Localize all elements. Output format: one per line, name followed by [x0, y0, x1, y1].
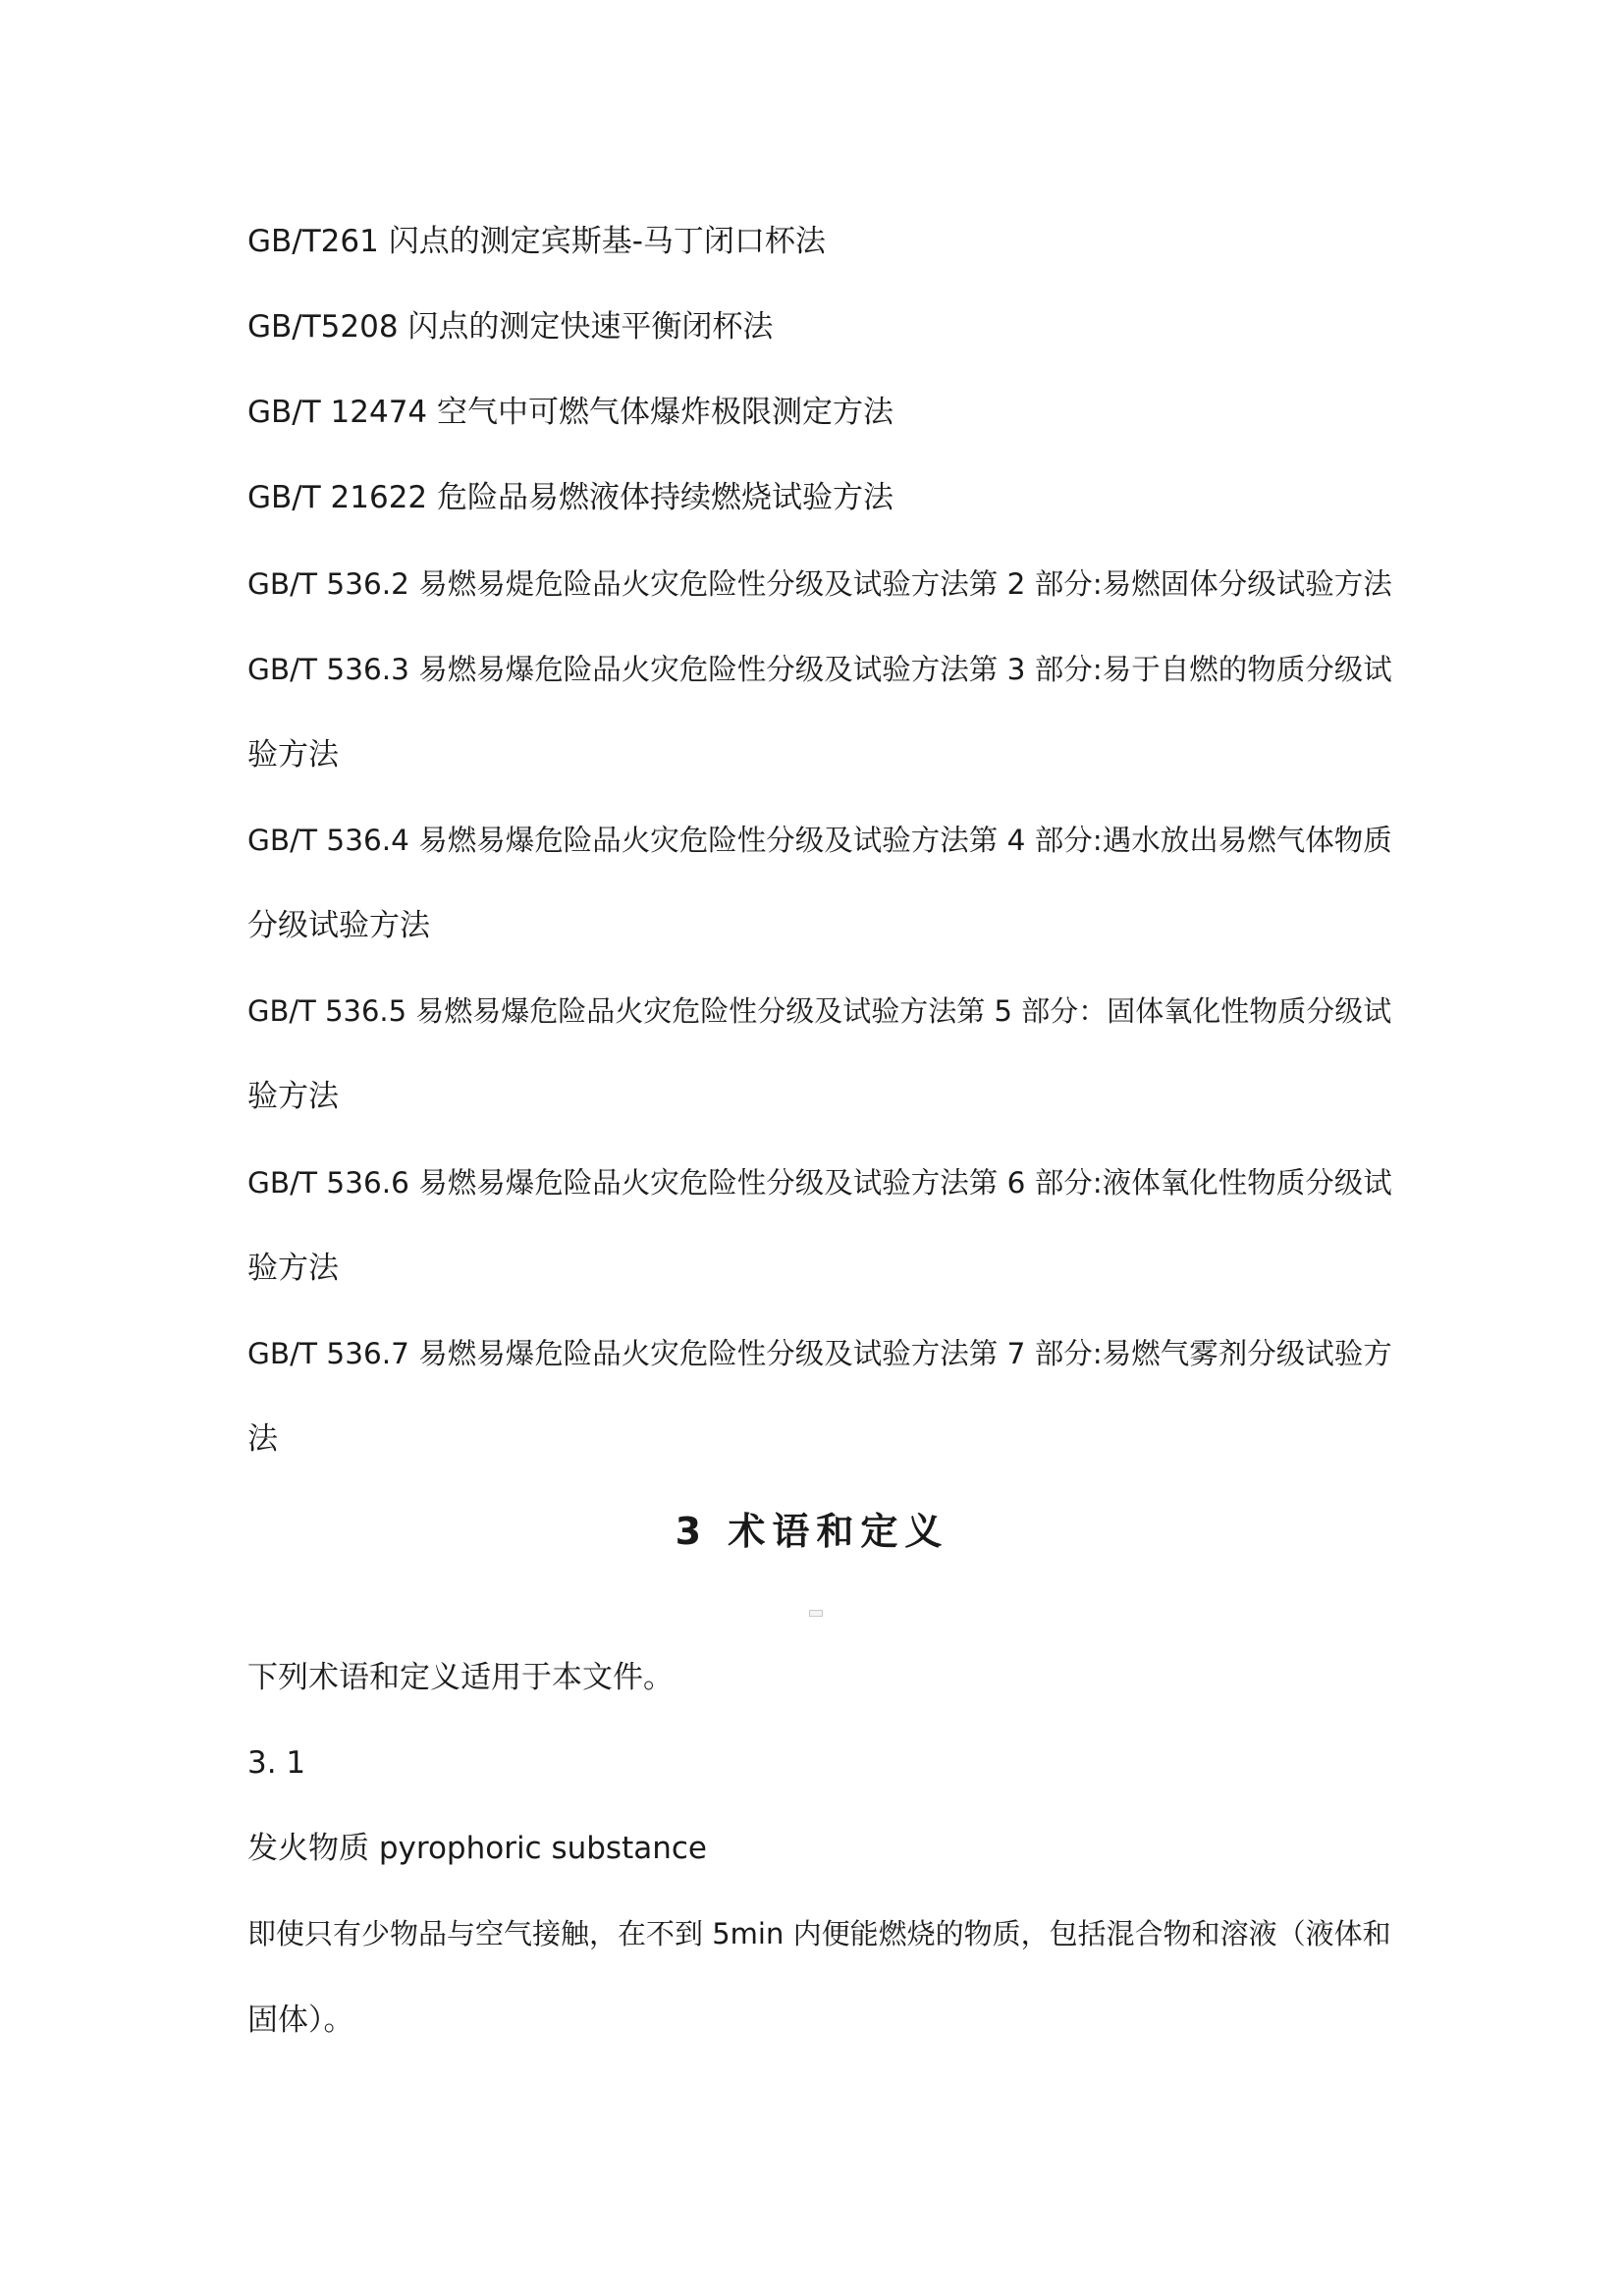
reference-line: GB/T 12474 空气中可燃气体爆炸极限测定方法 — [247, 395, 893, 430]
reference-line: GB/T 536.4 易燃易爆危险品火灾危险性分级及试验方法第 4 部分:遇水放出易燃气体物质 — [247, 824, 1392, 857]
reference-line: GB/T 536.5 易燃易爆危险品火灾危险性分级及试验方法第 5 部分：固体氧化性物质分级试 — [247, 994, 1392, 1028]
term-definition-continuation: 固体）。 — [247, 2002, 354, 2038]
term-definition: 即使只有少物品与空气接触，在不到 5min 内便能燃烧的物质，包括混合物和溶液（液体和 — [247, 1917, 1391, 1950]
reference-line: GB/T261 闪点的测定宾斯基-马丁闭口杯法 — [247, 224, 826, 259]
reference-line: GB/T 536.6 易燃易爆危险品火灾危险性分级及试验方法第 6 部分:液体氧化性物质分级试 — [247, 1166, 1392, 1200]
reference-line-continuation: 法 — [247, 1421, 278, 1457]
term-number: 3. 1 — [247, 1745, 306, 1781]
small-box-mark — [809, 1610, 823, 1617]
term-title: 发火物质 pyrophoric substance — [247, 1831, 707, 1866]
reference-line: GB/T 536.3 易燃易爆危险品火灾危险性分级及试验方法第 3 部分:易于自燃的物质分级试 — [247, 653, 1392, 686]
reference-line: GB/T5208 闪点的测定快速平衡闭杯法 — [247, 309, 774, 345]
reference-line: GB/T 536.7 易燃易爆危险品火灾危险性分级及试验方法第 7 部分:易燃气雾剂分级试验方 — [247, 1337, 1392, 1370]
section-heading: 3 术语和定义 — [675, 1510, 949, 1553]
reference-line-continuation: 验方法 — [247, 1079, 339, 1114]
section-intro: 下列术语和定义适用于本文件。 — [247, 1660, 674, 1695]
reference-line-continuation: 验方法 — [247, 1251, 339, 1286]
reference-line-continuation: 分级试验方法 — [247, 908, 430, 943]
reference-line: GB/T 21622 危险品易燃液体持续燃烧试验方法 — [247, 480, 893, 515]
reference-line-continuation: 验方法 — [247, 737, 339, 773]
reference-line: GB/T 536.2 易燃易煶危险品火灾危险性分级及试验方法第 2 部分:易燃固体分级试验方法 — [247, 567, 1392, 601]
